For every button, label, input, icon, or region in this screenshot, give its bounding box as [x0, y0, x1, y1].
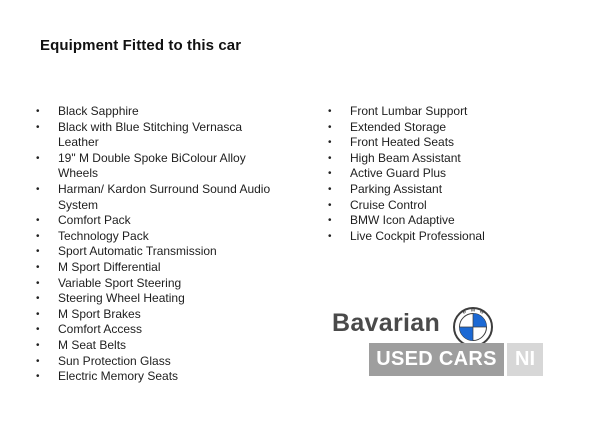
equipment-list-right [328, 104, 578, 244]
equipment-item: • Parking Assistant [328, 182, 578, 198]
equipment-item: • Front Heated Seats [328, 135, 578, 151]
equipment-item: • Harman/ Kardon Surround Sound Audio System [36, 182, 286, 213]
bmw-roundel-icon [453, 307, 493, 347]
logo-wordmark: Bavarian [332, 309, 441, 337]
equipment-item: • Variable Sport Steering [36, 276, 286, 292]
equipment-item: • Live Cockpit Professional [328, 229, 578, 245]
equipment-item: • Active Guard Plus [328, 166, 578, 182]
equipment-item: • 19" M Double Spoke BiColour Alloy Wheels [36, 151, 286, 182]
logo-ni-badge: NI [507, 343, 543, 376]
equipment-item: • BMW Icon Adaptive [328, 213, 578, 229]
equipment-list-left [36, 104, 286, 385]
equipment-item: • Steering Wheel Heating [36, 291, 286, 307]
logo-used-cars-bar: USED CARS [369, 343, 504, 376]
equipment-item: • Technology Pack [36, 229, 286, 245]
equipment-item: • Comfort Pack [36, 213, 286, 229]
equipment-item: • Electric Memory Seats [36, 369, 286, 385]
page-title: Equipment Fitted to this car [40, 37, 242, 54]
equipment-item: • Front Lumbar Support [328, 104, 578, 120]
equipment-item: • M Sport Brakes [36, 307, 286, 323]
equipment-item: • Black with Blue Stitching Vernasca Leather [36, 120, 286, 151]
equipment-item: • M Sport Differential [36, 260, 286, 276]
equipment-item: • Extended Storage [328, 120, 578, 136]
equipment-item: • High Beam Assistant [328, 151, 578, 167]
roundel-letter: M [471, 307, 475, 313]
equipment-item: • M Seat Belts [36, 338, 286, 354]
equipment-item: • Comfort Access [36, 322, 286, 338]
equipment-item: • Cruise Control [328, 198, 578, 214]
roundel-letter: W [478, 308, 486, 316]
roundel-letter: B [461, 308, 467, 315]
equipment-item: • Sport Automatic Transmission [36, 244, 286, 260]
equipment-item: • Black Sapphire [36, 104, 286, 120]
dealer-logo [332, 307, 544, 379]
equipment-item: • Sun Protection Glass [36, 354, 286, 370]
